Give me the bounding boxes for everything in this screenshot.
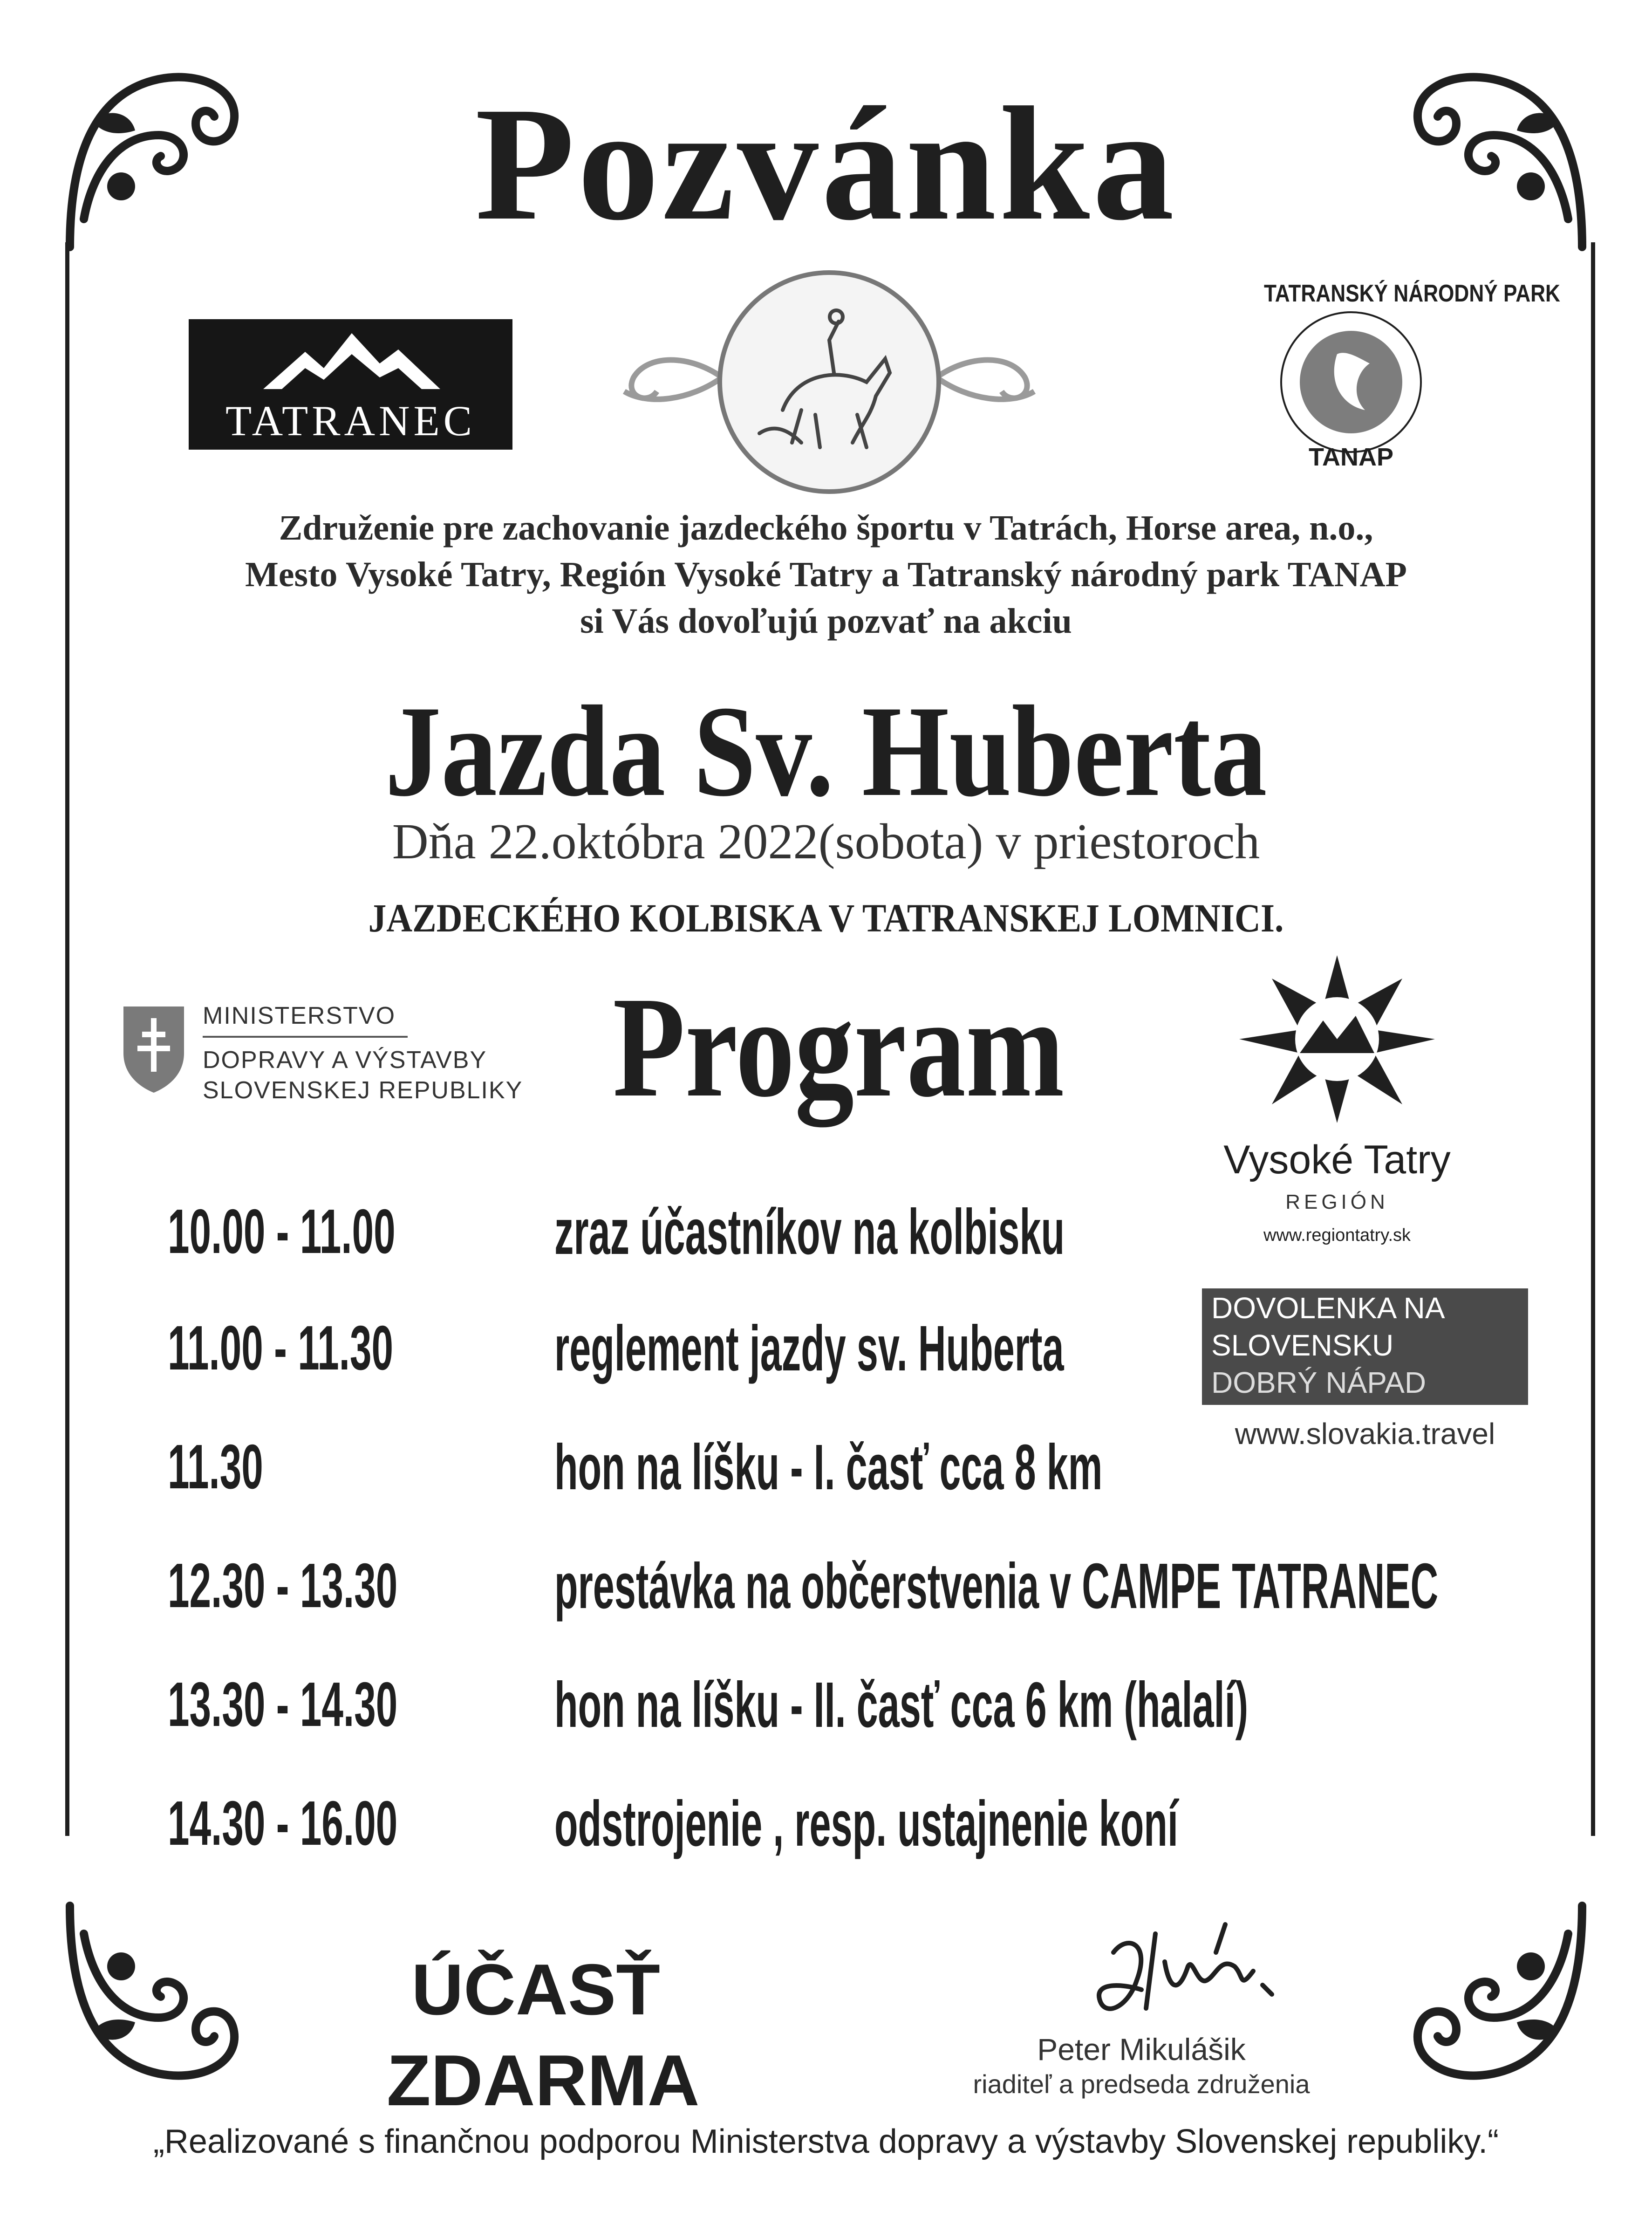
corner-ornament-bottom-right-icon [1400, 1901, 1587, 2088]
program-title: Program [613, 967, 1065, 1127]
tatranec-logo [189, 319, 512, 450]
dovolenka-line-3: DOBRÝ NÁPAD [1211, 1366, 1427, 1399]
ministry-line-1: MINISTERSTVO [203, 1002, 396, 1029]
schedule-activity: odstrojenie , resp. ustajnenie koní [554, 1788, 1178, 1860]
schedule-time: 12.30 - 13.30 [168, 1550, 398, 1621]
ministry-line-3: SLOVENSKEJ REPUBLIKY [203, 1077, 523, 1104]
horse-rider-icon [745, 303, 913, 461]
schedule-row [168, 1549, 1589, 1661]
footer-note: „Realizované s finančnou podporou Ministerstva dopravy a výstavby Slovenskej republiky.“ [153, 2123, 1499, 2160]
page-title: Pozvánka [475, 73, 1177, 254]
ministry-line-2: DOPRAVY A VÝSTAVBY [203, 1047, 487, 1074]
tatranec-logo-text: TATRANEC [225, 397, 476, 445]
schedule-time: 13.30 - 14.30 [168, 1669, 398, 1739]
schedule-activity: hon na líšku - II. časť cca 6 km (halalí) [554, 1669, 1249, 1741]
intro-line-1: Združenie pre zachovanie jazdeckého športu v Tatrách, Horse area, n.o., [279, 508, 1373, 548]
schedule-activity: reglement jazdy sv. Huberta [554, 1313, 1064, 1384]
tanap-bottom-text: TANAP [1309, 443, 1393, 471]
vysoke-tatry-region: REGIÓN [1285, 1191, 1389, 1213]
vysoke-tatry-url: www.regiontatry.sk [1263, 1225, 1411, 1245]
scroll-ornament-left-icon [606, 326, 727, 429]
event-venue: JAZDECKÉHO KOLBISKA V TATRANSKEJ LOMNICI. [368, 896, 1284, 940]
dovolenka-line-2: SLOVENSKU [1211, 1328, 1394, 1362]
participation-line-1: ÚČASŤ [411, 1949, 660, 2030]
event-title: Jazda Sv. Huberta [385, 678, 1267, 823]
dovolenka-logo [1202, 1288, 1528, 1405]
schedule-row [168, 1668, 1589, 1780]
schedule-row [168, 1787, 1589, 1899]
schedule-activity: zraz účastníkov na kolbisku [554, 1196, 1065, 1268]
intro-line-3: si Vás dovoľujú pozvať na akciu [580, 602, 1072, 641]
tanap-arc-text: TATRANSKÝ NÁRODNÝ PARK [1264, 280, 1560, 307]
schedule-time: 11.30 [168, 1431, 263, 1502]
ministry-coat-of-arms-icon [119, 1002, 189, 1095]
ministry-divider [203, 1036, 408, 1038]
intro-line-2: Mesto Vysoké Tatry, Región Vysoké Tatry a Tatranský národný park TANAP [245, 555, 1407, 594]
mountain-icon [263, 329, 440, 389]
event-date: Dňa 22.októbra 2022(sobota) v priestoroch [392, 814, 1260, 869]
schedule-time: 10.00 - 11.00 [168, 1196, 396, 1267]
scroll-ornament-right-icon [932, 326, 1053, 429]
schedule-activity: prestávka na občerstvenia v CAMPE TATRANEC [554, 1550, 1439, 1622]
schedule-activity: hon na líšku - I. časť cca 8 km [554, 1431, 1103, 1503]
schedule-time: 14.30 - 16.00 [168, 1788, 398, 1858]
dovolenka-line-1: DOVOLENKA NA [1211, 1291, 1445, 1325]
signature-name: Peter Mikulášik [1037, 2032, 1246, 2067]
vysoke-tatry-logo-icon [1235, 951, 1440, 1128]
signature-role: riaditeľ a predseda združenia [973, 2069, 1310, 2099]
hunt-medallion [717, 270, 941, 494]
vysoke-tatry-name: Vysoké Tatry [1223, 1137, 1451, 1182]
slovakia-travel-url: www.slovakia.travel [1235, 1417, 1495, 1451]
handwritten-signature-icon [1085, 1915, 1295, 2036]
schedule-time: 11.00 - 11.30 [168, 1313, 394, 1383]
corner-ornament-bottom-left-icon [65, 1901, 252, 2088]
participation-line-2: ZDARMA [387, 2040, 700, 2121]
